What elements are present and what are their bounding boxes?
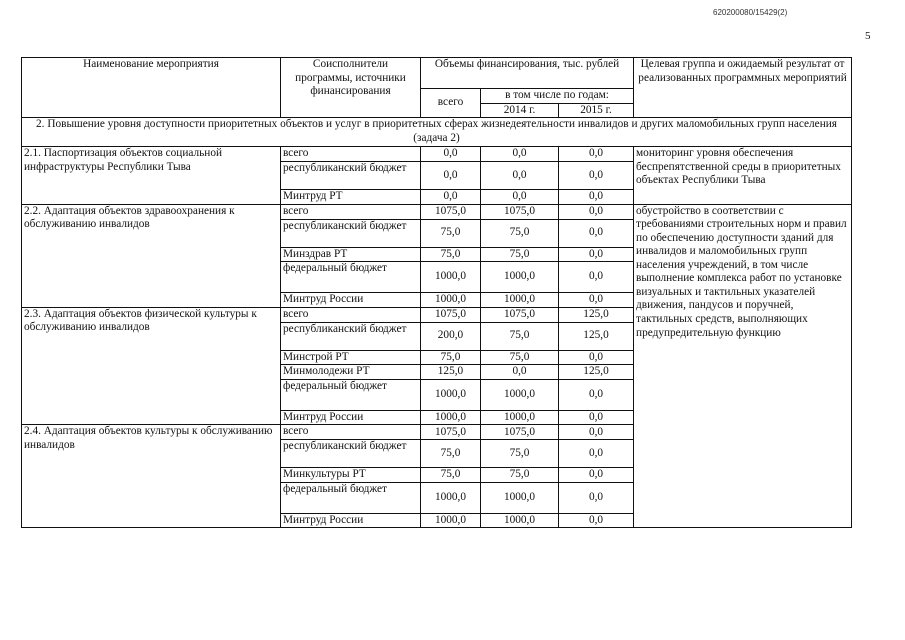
amount-total: 0,0: [421, 162, 481, 190]
amount-2015: 0,0: [559, 440, 634, 468]
funding-source: Минтруд России: [281, 293, 421, 308]
funding-source: Минтруд России: [281, 410, 421, 425]
amount-total: 1000,0: [421, 262, 481, 293]
amount-total: 1000,0: [421, 293, 481, 308]
amount-2014: 75,0: [481, 322, 559, 350]
funding-source: республиканский бюджет: [281, 322, 421, 350]
funding-source: республиканский бюджет: [281, 219, 421, 247]
funding-source: федеральный бюджет: [281, 262, 421, 293]
amount-total: 75,0: [421, 219, 481, 247]
funding-source: республиканский бюджет: [281, 162, 421, 190]
target-group-result: мониторинг уровня обеспечения беспрепятственной среды в приоритетных объектах Республики Тыва: [634, 147, 852, 205]
amount-2015: 0,0: [559, 482, 634, 513]
amount-total: 0,0: [421, 147, 481, 162]
amount-total: 125,0: [421, 365, 481, 380]
amount-2015: 0,0: [559, 379, 634, 410]
amount-2014: 0,0: [481, 190, 559, 205]
target-group-result: обустройство в соответствии с требованиями строительных норм и правил по обеспечению доступности зданий для инвалидов и маломобильных групп населения учреждений, в том числе выполнение комплекса работ по установке визуальных и тактильных указателей движения, пандусов и поручней, тактильных средств, выполняющих предупредительную функцию: [634, 204, 852, 528]
amount-2014: 1000,0: [481, 410, 559, 425]
header-target-group: Целевая группа и ожидаемый результат от реализованных программных мероприятий: [634, 58, 852, 118]
amount-2014: 1000,0: [481, 482, 559, 513]
document-id: 620200080/15429(2): [713, 8, 788, 17]
amount-2014: 75,0: [481, 247, 559, 262]
funding-source: Минтруд России: [281, 513, 421, 528]
amount-2014: 1000,0: [481, 379, 559, 410]
table-row: [22, 147, 852, 162]
amount-2014: 75,0: [481, 350, 559, 365]
amount-total: 200,0: [421, 322, 481, 350]
activity-name: 2.4. Адаптация объектов культуры к обслуживанию инвалидов: [22, 425, 281, 528]
header-year-2015: 2015 г.: [559, 103, 634, 118]
amount-2014: 75,0: [481, 468, 559, 483]
financing-table: [21, 57, 852, 528]
amount-2015: 0,0: [559, 247, 634, 262]
header-total: всего: [421, 89, 481, 118]
header-activity-name: Наименование мероприятия: [22, 58, 281, 118]
activity-name: 2.1. Паспортизация объектов социальной инфраструктуры Республики Тыва: [22, 147, 281, 205]
funding-source: Минстрой РТ: [281, 350, 421, 365]
amount-2015: 125,0: [559, 322, 634, 350]
activity-name: 2.3. Адаптация объектов физической культуры к обслуживанию инвалидов: [22, 307, 281, 425]
amount-2014: 1075,0: [481, 425, 559, 440]
funding-source: Минтруд РТ: [281, 190, 421, 205]
amount-total: 1000,0: [421, 482, 481, 513]
funding-source: всего: [281, 307, 421, 322]
amount-2014: 0,0: [481, 365, 559, 380]
amount-2015: 0,0: [559, 293, 634, 308]
section-title: 2. Повышение уровня доступности приоритетных объектов и услуг в приоритетных сферах жизнедеятельности инвалидов и других маломобильных групп населения (задача 2): [22, 118, 852, 147]
amount-total: 1075,0: [421, 204, 481, 219]
amount-total: 1075,0: [421, 425, 481, 440]
amount-2014: 1000,0: [481, 293, 559, 308]
amount-2014: 75,0: [481, 440, 559, 468]
amount-total: 1075,0: [421, 307, 481, 322]
amount-2015: 0,0: [559, 162, 634, 190]
page-number: 5: [865, 30, 871, 42]
funding-source: всего: [281, 147, 421, 162]
amount-2014: 1000,0: [481, 262, 559, 293]
funding-source: всего: [281, 204, 421, 219]
amount-2015: 0,0: [559, 219, 634, 247]
funding-source: Минздрав РТ: [281, 247, 421, 262]
amount-total: 1000,0: [421, 513, 481, 528]
amount-2015: 0,0: [559, 147, 634, 162]
amount-2014: 0,0: [481, 147, 559, 162]
amount-total: 0,0: [421, 190, 481, 205]
amount-2014: 1075,0: [481, 204, 559, 219]
header-by-years: в том числе по годам:: [481, 89, 634, 104]
funding-source: всего: [281, 425, 421, 440]
funding-source: федеральный бюджет: [281, 379, 421, 410]
amount-2014: 0,0: [481, 162, 559, 190]
amount-2015: 0,0: [559, 350, 634, 365]
amount-2015: 0,0: [559, 425, 634, 440]
amount-total: 1000,0: [421, 410, 481, 425]
amount-2015: 0,0: [559, 262, 634, 293]
amount-total: 75,0: [421, 350, 481, 365]
amount-total: 75,0: [421, 440, 481, 468]
header-year-2014: 2014 г.: [481, 103, 559, 118]
header-co-executors: Соисполнители программы, источники финансирования: [281, 58, 421, 118]
table-body: [22, 147, 852, 528]
amount-2015: 0,0: [559, 468, 634, 483]
funding-source: республиканский бюджет: [281, 440, 421, 468]
funding-source: Минкультуры РТ: [281, 468, 421, 483]
amount-2015: 125,0: [559, 307, 634, 322]
amount-2015: 0,0: [559, 513, 634, 528]
amount-2014: 75,0: [481, 219, 559, 247]
funding-source: федеральный бюджет: [281, 482, 421, 513]
table-row: [22, 204, 852, 219]
amount-total: 75,0: [421, 468, 481, 483]
amount-2015: 125,0: [559, 365, 634, 380]
amount-total: 75,0: [421, 247, 481, 262]
activity-name: 2.2. Адаптация объектов здравоохранения к обслуживанию инвалидов: [22, 204, 281, 307]
amount-2015: 0,0: [559, 190, 634, 205]
amount-2014: 1075,0: [481, 307, 559, 322]
amount-2015: 0,0: [559, 410, 634, 425]
funding-source: Минмолодежи РТ: [281, 365, 421, 380]
header-financing-volume: Объемы финансирования, тыс. рублей: [421, 58, 634, 89]
amount-2015: 0,0: [559, 204, 634, 219]
amount-2014: 1000,0: [481, 513, 559, 528]
amount-total: 1000,0: [421, 379, 481, 410]
